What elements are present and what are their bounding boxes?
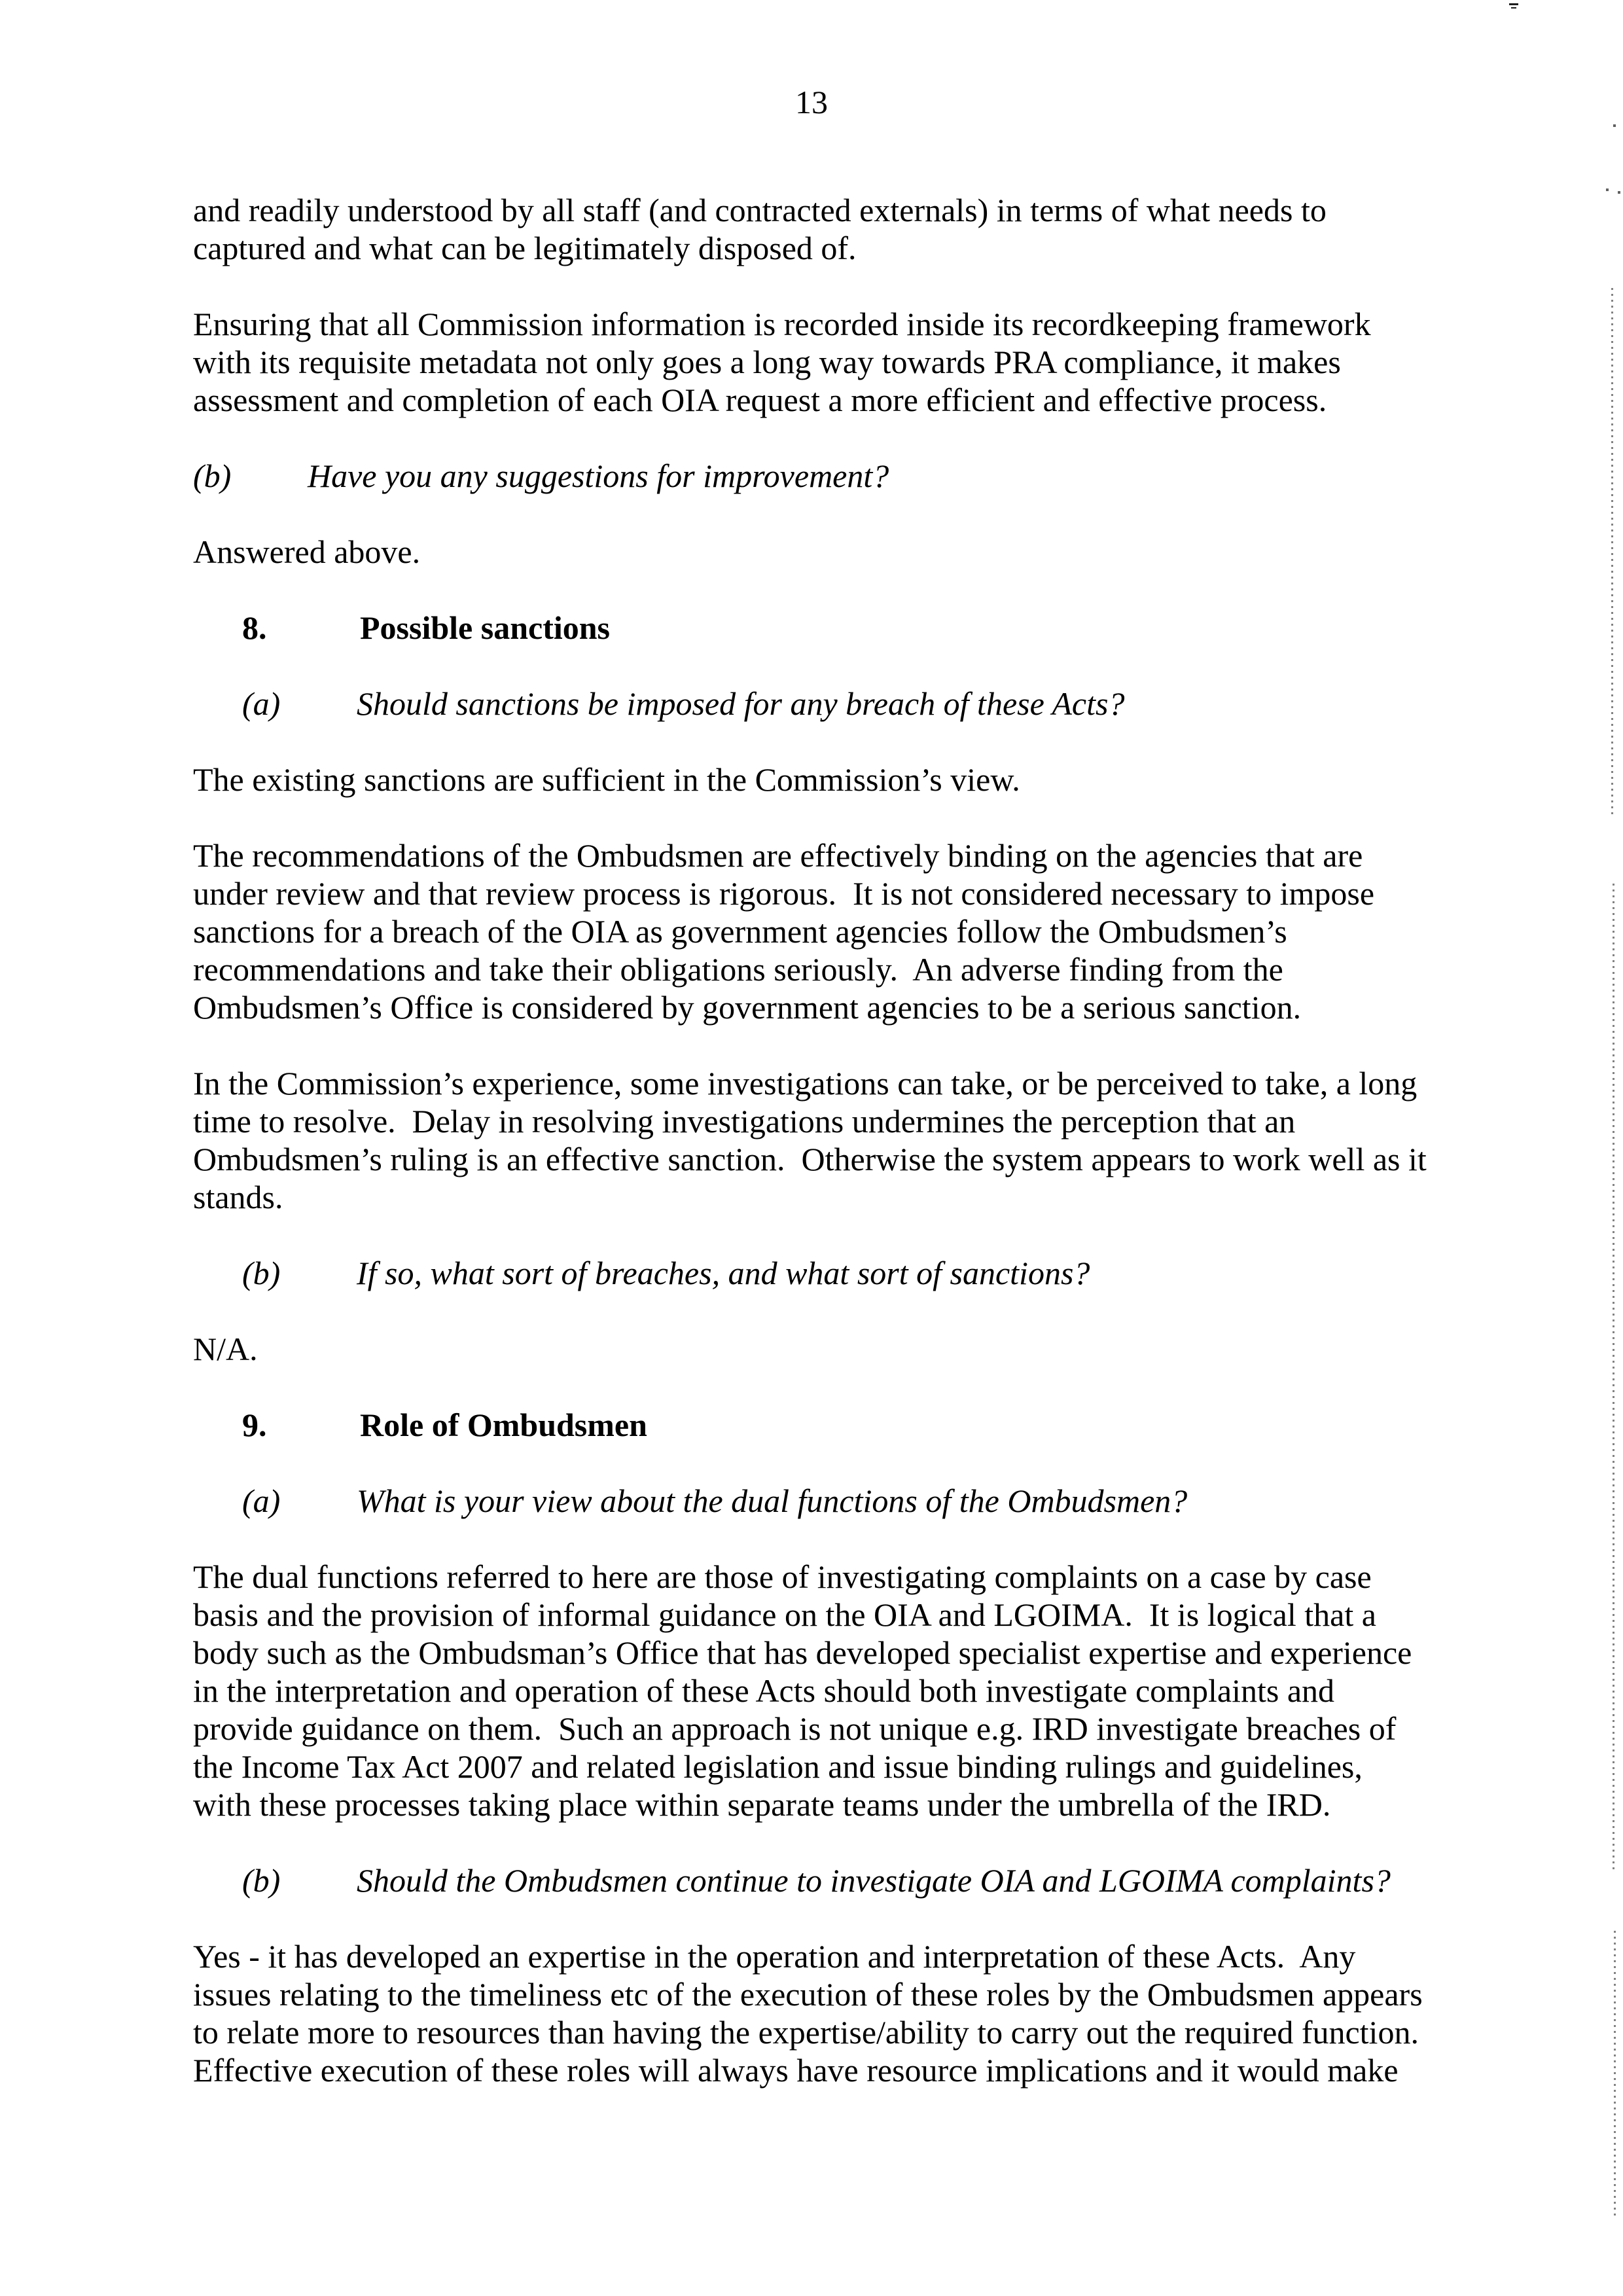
document-body (193, 191, 1541, 2089)
scan-artifact (1614, 1931, 1616, 2219)
text-line: in the interpretation and operation of these Acts should both investigate complaints and (193, 1672, 1335, 1709)
text-line: under review and that review process is rigorous. It is not considered necessary to impose (193, 875, 1375, 912)
list-marker: (b) (242, 1255, 281, 1291)
text-line: with its requisite metadata not only goes a long way towards PRA compliance, it makes (193, 344, 1341, 380)
text-line: stands. (193, 1179, 283, 1215)
question (193, 457, 1541, 495)
text-line: basis and the provision of informal guidance on the OIA and LGOIMA. It is logical that a (193, 1596, 1376, 1633)
scan-artifact (1611, 288, 1613, 818)
text-line: Answered above. (193, 533, 421, 570)
block-text: If so, what sort of breaches, and what sort of sanctions? (357, 1255, 1090, 1291)
scan-artifact (1511, 7, 1516, 9)
scan-artifact (1618, 191, 1620, 194)
text-line: Effective execution of these roles will always have resource implications and it would make (193, 2052, 1399, 2089)
scan-artifact (1606, 188, 1609, 191)
text-line: time to resolve. Delay in resolving investigations undermines the perception that an (193, 1103, 1296, 1139)
block-text: Should sanctions be imposed for any breach of these Acts? (357, 685, 1125, 722)
text-line: Yes - it has developed an expertise in the operation and interpretation of these Acts. Any (193, 1938, 1356, 1975)
text-line: assessment and completion of each OIA request a more efficient and effective process. (193, 382, 1327, 418)
block-text: Have you any suggestions for improvement? (308, 457, 889, 494)
question (193, 1254, 1541, 1292)
list-marker: 9. (242, 1407, 267, 1443)
page-number: 13 (795, 84, 828, 120)
text-line: N/A. (193, 1331, 258, 1367)
text-line: with these processes taking place within separate teams under the umbrella of the IRD. (193, 1786, 1331, 1823)
text-line: to relate more to resources than having the expertise/ability to carry out the required function. (193, 2014, 1419, 2051)
text-line: In the Commission’s experience, some investigations can take, or be perceived to take, a long (193, 1065, 1418, 1102)
paragraph (193, 1330, 1541, 1368)
list-marker: (a) (242, 685, 281, 722)
block-text: Role of Ombudsmen (360, 1407, 647, 1443)
paragraph (193, 1937, 1541, 2089)
text-line: The dual functions referred to here are those of investigating complaints on a case by case (193, 1558, 1372, 1595)
text-line: captured and what can be legitimately disposed of. (193, 230, 857, 266)
text-line: sanctions for a breach of the OIA as government agencies follow the Ombudsmen’s (193, 913, 1287, 950)
question (193, 1482, 1541, 1520)
block-text: Should the Ombudsmen continue to investigate OIA and LGOIMA complaints? (357, 1862, 1391, 1899)
text-line: Ombudsmen’s Office is considered by government agencies to be a serious sanction. (193, 989, 1302, 1026)
scan-artifact (1509, 3, 1518, 5)
text-line: The recommendations of the Ombudsmen are effectively binding on the agencies that are (193, 837, 1363, 874)
text-line: Ombudsmen’s ruling is an effective sanction. Otherwise the system appears to work well as it (193, 1141, 1427, 1177)
list-marker: 8. (242, 609, 267, 646)
text-line: provide guidance on them. Such an approach is not unique e.g. IRD investigate breaches of (193, 1710, 1397, 1747)
section-heading (193, 609, 1541, 647)
text-line: recommendations and take their obligations seriously. An adverse finding from the (193, 951, 1283, 988)
question (193, 1861, 1541, 1899)
paragraph (193, 1064, 1541, 1216)
text-line: Ensuring that all Commission information is recorded inside its recordkeeping framework (193, 306, 1371, 342)
text-line: the Income Tax Act 2007 and related legislation and issue binding rulings and guidelines, (193, 1748, 1363, 1785)
block-text: What is your view about the dual functions of the Ombudsmen? (357, 1482, 1188, 1519)
scan-artifact (1613, 884, 1614, 1872)
list-marker: (b) (242, 1862, 281, 1899)
section-heading (193, 1406, 1541, 1444)
scan-artifact (1613, 124, 1616, 127)
list-marker: (a) (242, 1482, 281, 1519)
paragraph (193, 836, 1541, 1026)
text-line: and readily understood by all staff (and contracted externals) in terms of what needs to (193, 192, 1327, 228)
paragraph (193, 1558, 1541, 1823)
text-line: issues relating to the timeliness etc of the execution of these roles by the Ombudsmen appears (193, 1976, 1423, 2013)
block-text: Possible sanctions (360, 609, 611, 646)
text-line: The existing sanctions are sufficient in the Commission’s view. (193, 761, 1020, 798)
paragraph (193, 305, 1541, 419)
list-marker: (b) (193, 457, 232, 494)
text-line: body such as the Ombudsman’s Office that has developed specialist expertise and experience (193, 1634, 1412, 1671)
paragraph (193, 191, 1541, 267)
question (193, 685, 1541, 723)
paragraph (193, 761, 1541, 798)
paragraph (193, 533, 1541, 571)
